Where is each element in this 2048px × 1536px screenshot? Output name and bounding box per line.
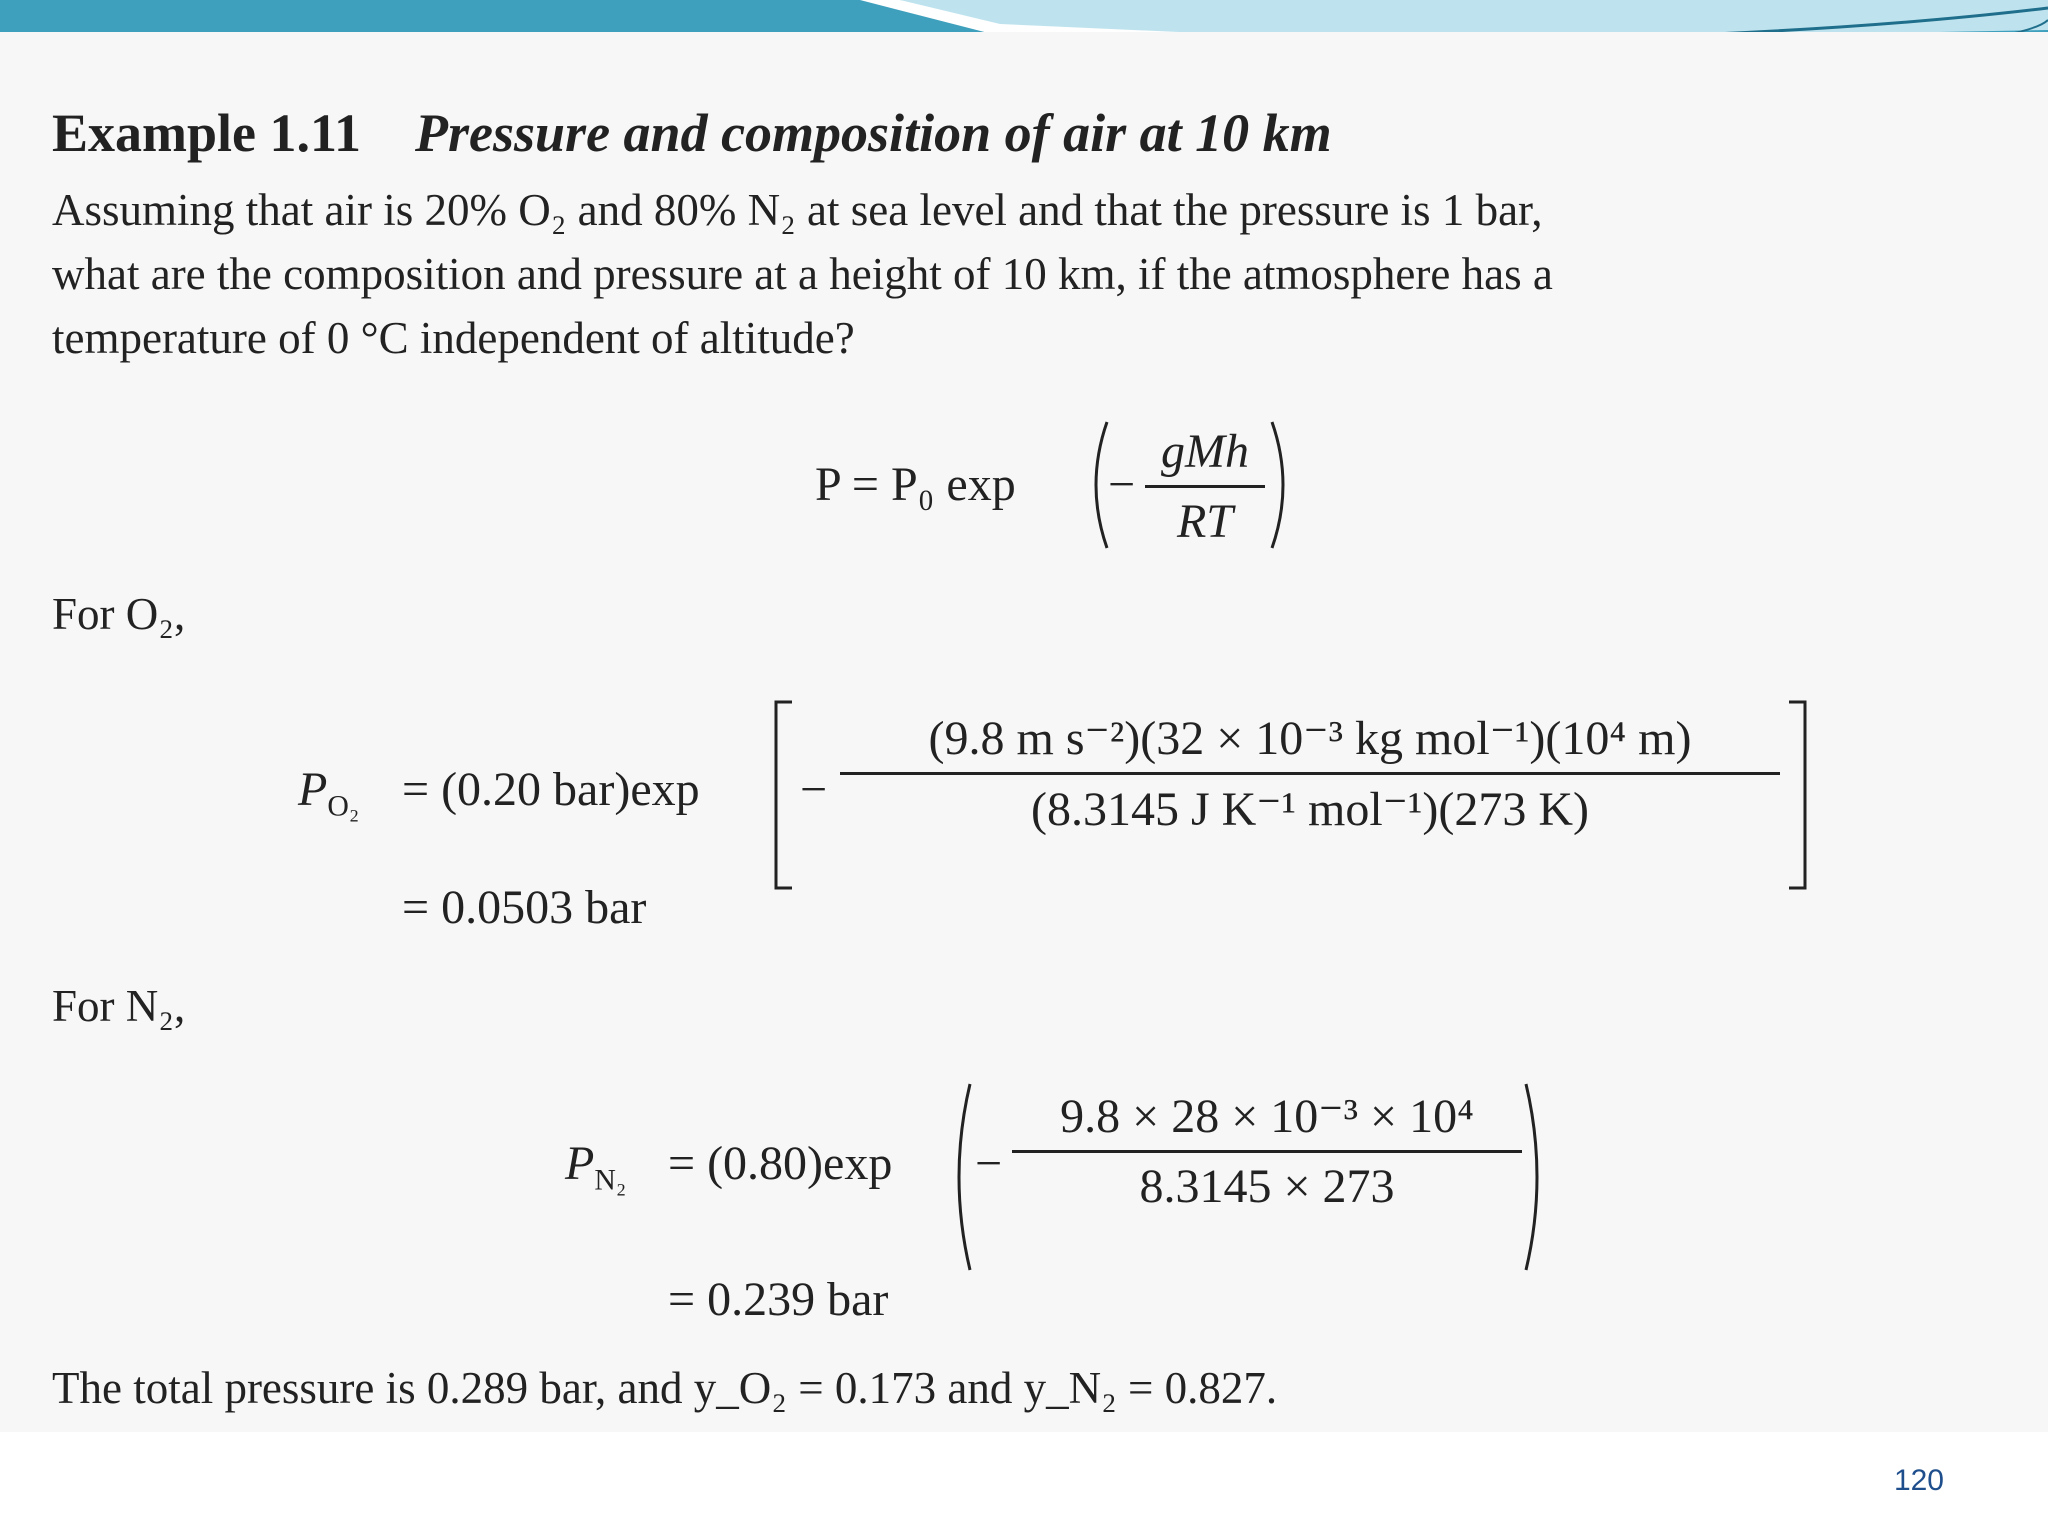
n2-label: For N₂, [52,981,186,1031]
example-number: Example 1.11 [52,103,362,163]
problem-line-3: temperature of 0 °C independent of altitude? [52,313,855,363]
n2-lhs: $P_{N_2}$ [565,1137,627,1197]
n2-minus: − [975,1137,1003,1190]
o2-prefix: = (0.20 bar)exp [402,763,700,816]
conclusion-text: The total pressure is 0.289 bar, and y_O₂ = 0.173 and y_N₂ = 0.827. [52,1363,1278,1413]
n2-fraction [1012,1088,1522,1214]
eq1-denominator: RT [1176,495,1233,548]
eq1-right-paren [1268,420,1294,550]
fraction-bar [1145,485,1265,488]
n2-right-paren [1522,1082,1548,1272]
o2-right-bracket [1785,700,1809,890]
o2-result: = 0.0503 bar [402,881,647,934]
problem-line-1: Assuming that air is 20% O₂ and 80% N₂ at sea level and that the pressure is 1 bar, [52,185,1543,235]
eq1-fraction [1145,424,1265,549]
o2-fraction [840,710,1780,837]
page-number: 120 [1893,1464,1944,1497]
fraction-bar [1012,1150,1522,1153]
o2-label: For O₂, [52,589,186,639]
example-title: Pressure and composition of air at 10 km [415,103,1332,163]
eq1-minus: − [1108,458,1136,511]
o2-denominator: (8.3145 J K⁻¹ mol⁻¹)(273 K) [1030,783,1590,836]
n2-result: = 0.239 bar [668,1273,889,1326]
o2-minus: − [800,763,828,816]
problem-line-2: what are the composition and pressure at a height of 10 km, if the atmosphere has a [52,249,1553,299]
n2-numerator: 9.8 × 28 × 10⁻³ × 10⁴ [1060,1090,1474,1143]
n2-denominator: 8.3145 × 273 [1139,1160,1395,1213]
o2-left-bracket [772,700,796,890]
scanned-textbook-page [0,32,2048,1432]
n2-left-paren [948,1082,974,1272]
n2-prefix: = (0.80)exp [668,1137,893,1190]
eq1-numerator: gMh [1161,425,1249,478]
example-heading [52,102,1332,164]
eq1-lhs: P = P₀ exp [815,458,1016,511]
fraction-bar [840,772,1780,775]
o2-numerator: (9.8 m s⁻²)(32 × 10⁻³ kg mol⁻¹)(10⁴ m) [928,712,1692,765]
o2-lhs: $P_{O_2}$ [298,763,360,823]
